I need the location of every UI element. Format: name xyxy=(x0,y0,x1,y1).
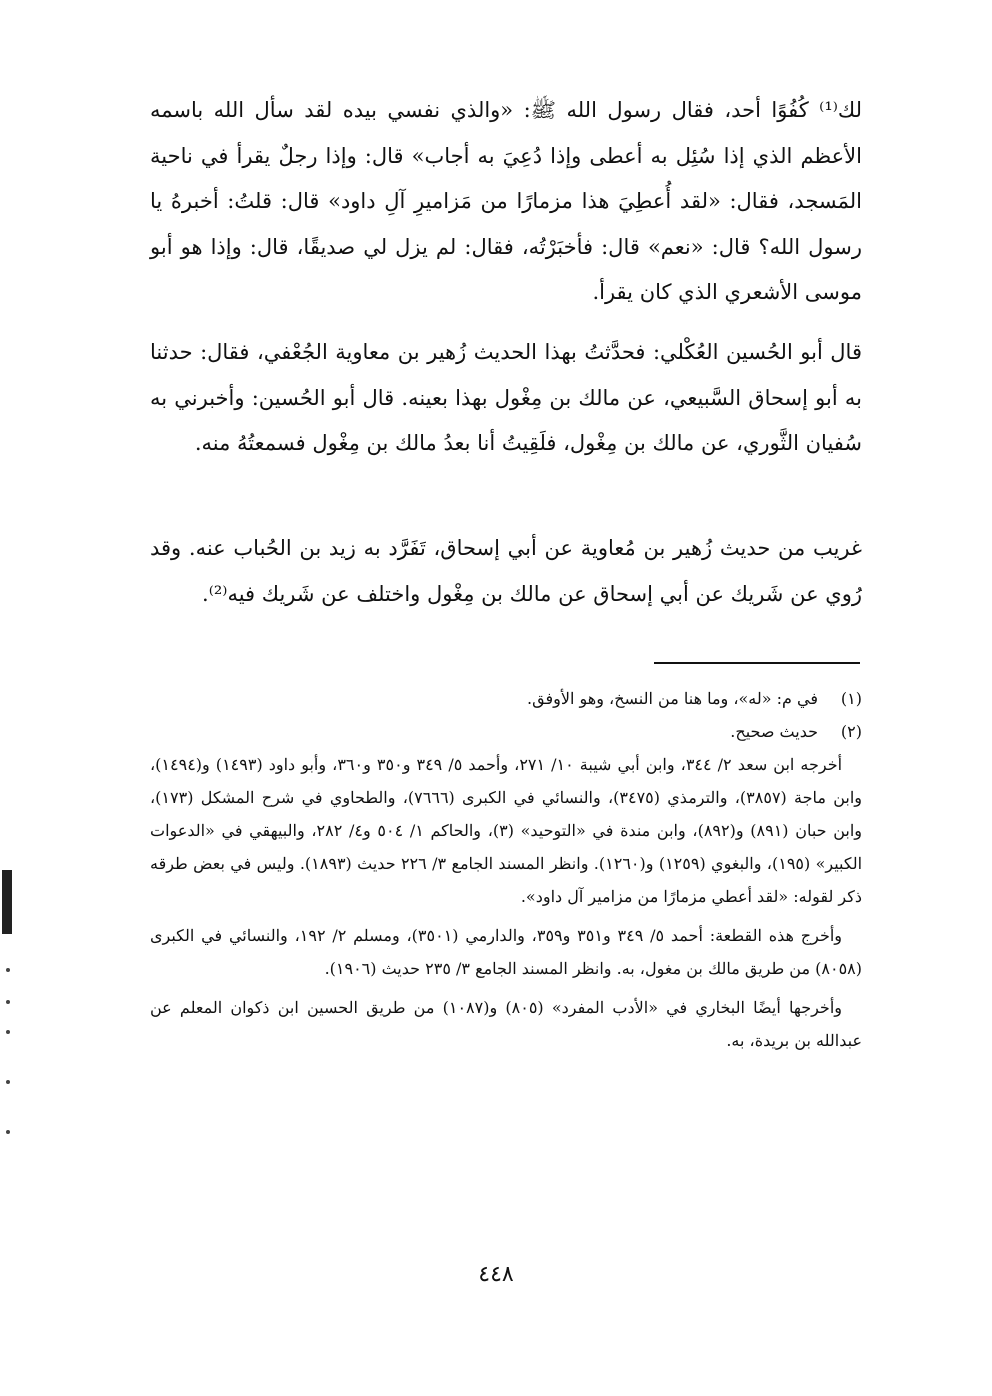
paragraph-text: غريب من حديث زُهير بن مُعاوية عن أبي إسحاق، تَفَرَّد به زيد بن الحُباب عنه. وقد رُوي عن شَريك عن أبي إسحاق عن مالك بن مِغْول واختلف عن شَريك فيه⁽²⁾. xyxy=(150,536,862,606)
footnote-text: في م: «له»، وما هنا من النسخ، وهو الأوفق. xyxy=(527,689,818,708)
footnote-1 xyxy=(150,682,862,715)
main-paragraph-1 xyxy=(150,88,862,316)
footnote-divider xyxy=(654,662,860,664)
footnote-number: (١) xyxy=(840,689,862,708)
footnote-text: حديث صحيح. xyxy=(730,722,818,741)
scan-dot xyxy=(6,1130,10,1134)
scan-dot xyxy=(6,1000,10,1004)
main-paragraph-2 xyxy=(150,330,862,467)
scan-dot xyxy=(6,968,10,972)
page-number: ٤٤٨ xyxy=(478,1262,514,1287)
scan-dot xyxy=(6,1030,10,1034)
main-paragraph-3 xyxy=(150,526,862,617)
scan-edge xyxy=(0,0,40,1396)
footnote-paragraph: أخرجه ابن سعد ٢/ ٣٤٤، وابن أبي شيبة ١٠/ ٢٧١، وأحمد ٥/ ٣٤٩ و٣٥٠ و٣٦٠، وأبو داود (١٤٩٣) و(١٤٩٤)، وابن ماجة (٣٨٥٧)، والترمذي (٣٤٧٥)، والنسائي في الكبرى (٧٦٦٦)، والطحاوي في شرح المشكل (١٧٣)، وابن حبان (٨٩١) و(٨٩٢)، وابن مندة في «التوحيد» (٣)، والحاكم ١/ ٥٠٤ و٤/ ٢٨٢، والبيهقي في «الدعوات الكبير» (١٩٥)، والبغوي (١٢٥٩) و(١٢٦٠). وانظر المسند الجامع ٣/ ٢٢٦ حديث (١٨٩٣). وليس في بعض طرقه ذكر لقوله: «لقد أعطي مزمارًا من مزامير آل داود». xyxy=(150,755,863,906)
footnote-paragraph: وأخرج هذه القطعة: أحمد ٥/ ٣٤٩ و٣٥١ و٣٥٩، والدارمي (٣٥٠١)، ومسلم ٢/ ١٩٢، والنسائي في الكبرى (٨٠٥٨) من طريق مالك بن مغول، به. وانظر المسند الجامع ٣/ ٢٣٥ حديث (١٩٠٦). xyxy=(150,926,862,978)
footnote-paragraph: وأخرجها أيضًا البخاري في «الأدب المفرد» (٨٠٥) و(١٠٨٧) من طريق الحسين ابن ذكوان المعلم عن عبدالله بن بريدة، به. xyxy=(150,998,862,1050)
paragraph-text: لك⁽¹⁾ كُفُوًا أحد، فقال رسول الله ﷺ: «والذي نفسي بيده لقد سأل الله باسمه الأعظم الذي إذا سُئِل به أعطى وإذا دُعِيَ به أجاب» قال: وإذا رجلٌ يقرأ في ناحية المَسجد، فقال: «لقد أُعطِيَ هذا مزمارًا من مَزاميرِ آلِ داود» قال: قلتُ: أخبرهُ يا رسول الله؟ قال: «نعم» قال: فأخبَرْتُه، فقال: لم يزل لي صديقًا، قال: وإذا هو أبو موسى الأشعري الذي كان يقرأ. xyxy=(150,98,862,304)
scan-dot xyxy=(6,1080,10,1084)
scan-mark xyxy=(2,870,12,934)
footnote-2 xyxy=(150,715,862,748)
footnotes xyxy=(150,682,862,1057)
footnote-2-body xyxy=(150,748,862,1057)
paragraph-text: قال أبو الحُسين العُكْلي: فحدَّثتُ بهذا الحديث زُهير بن معاوية الجُعْفي، فقال: حدثنا به أبو إسحاق السَّبيعي، عن مالك بن مِغْول بهذا بعينه. قال أبو الحُسين: وأخبرني به سُفيان الثَّوري، عن مالك بن مِغْول، فلَقِيتُ أنا بعدُ مالك بن مِغْول فسمعتُهُ منه. xyxy=(150,340,862,455)
footnote-number: (٢) xyxy=(840,722,862,741)
